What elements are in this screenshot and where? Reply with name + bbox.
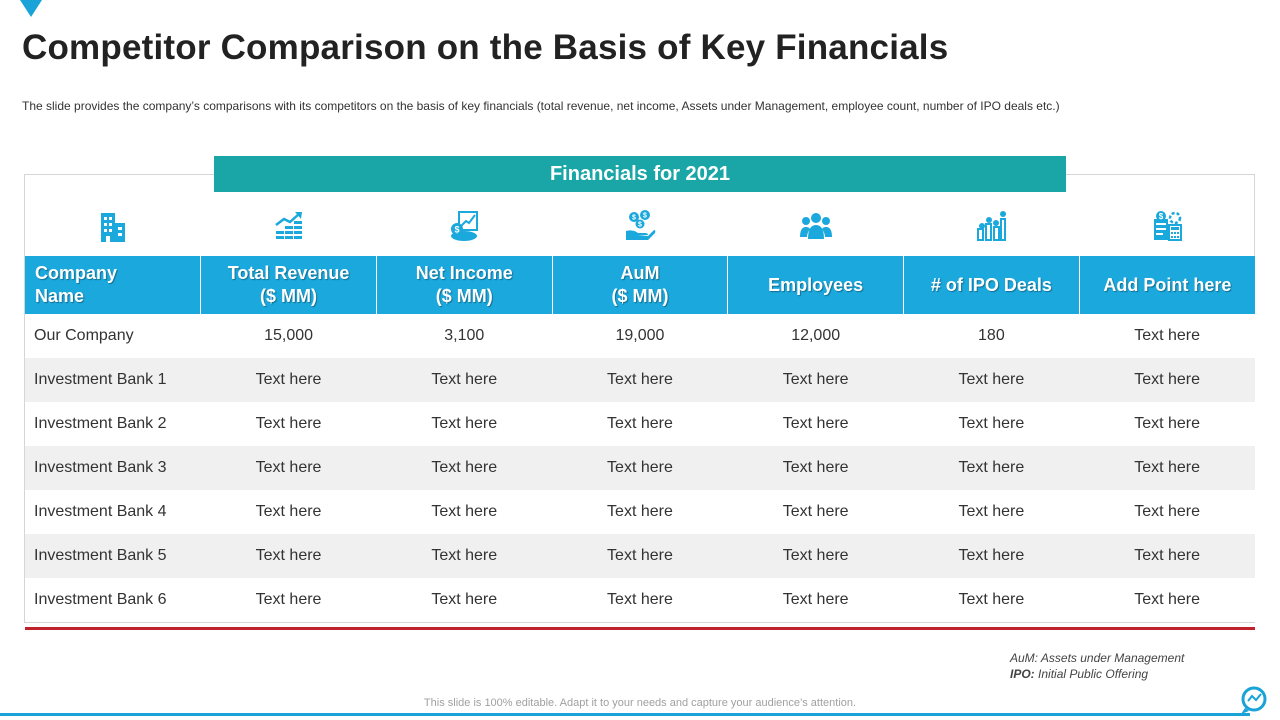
table-cell: Text here (201, 490, 377, 534)
icon-row (25, 196, 1255, 256)
table-cell: Text here (728, 534, 904, 578)
table-cell: 180 (904, 314, 1080, 358)
table-cell: Text here (1079, 490, 1255, 534)
table-cell: Text here (552, 358, 728, 402)
table-cell: Text here (201, 402, 377, 446)
page-subtitle: The slide provides the company’s comparisons with its competitors on the basis of key financials (total revenue, net income, Assets under Management, employee count, number of IPO deals etc.) (22, 99, 1060, 113)
icon-cell (1079, 196, 1255, 256)
icon-cell (376, 196, 552, 256)
company-name-cell: Investment Bank 3 (25, 446, 201, 490)
table-cell: Text here (1079, 358, 1255, 402)
table-row (25, 534, 1255, 578)
brand-logo-icon (1238, 684, 1270, 716)
header-aum: AuM ($ MM) (552, 256, 728, 314)
header-employees: Employees (728, 256, 904, 314)
table-cell: Text here (201, 534, 377, 578)
table-cell: Text here (552, 402, 728, 446)
legend-ipo: IPO: Initial Public Offering (1010, 667, 1149, 681)
table-row (25, 446, 1255, 490)
icon-cell (904, 196, 1080, 256)
table-cell: Text here (201, 578, 377, 622)
table-body (25, 314, 1255, 622)
document-calculator-icon (1150, 209, 1184, 243)
icon-cell (552, 196, 728, 256)
abbreviation-legend (1010, 650, 1184, 682)
table-cell: Text here (552, 534, 728, 578)
table-row (25, 358, 1255, 402)
footer-note: This slide is 100% editable. Adapt it to your needs and capture your audience’s attention. (423, 697, 857, 709)
table-cell: Text here (904, 534, 1080, 578)
table-cell: Text here (904, 446, 1080, 490)
table-row (25, 314, 1255, 358)
table-cell: Text here (1079, 446, 1255, 490)
people-group-icon (799, 209, 833, 243)
corner-triangle-decoration (20, 0, 42, 17)
table-cell: Text here (728, 490, 904, 534)
table-cell: Text here (376, 534, 552, 578)
table-cell: Text here (376, 578, 552, 622)
table-cell: Text here (728, 402, 904, 446)
page-title: Competitor Comparison on the Basis of Key Financials (22, 28, 949, 67)
table-cell: Text here (201, 446, 377, 490)
office-building-icon (96, 209, 130, 243)
financials-table (25, 256, 1255, 622)
company-name-cell: Investment Bank 4 (25, 490, 201, 534)
header-company-name: Company Name (25, 256, 201, 314)
header-total-revenue: Total Revenue ($ MM) (201, 256, 377, 314)
table-cell: Text here (728, 578, 904, 622)
table-cell: Text here (552, 490, 728, 534)
coins-hand-icon (623, 209, 657, 243)
table-cell: Text here (904, 578, 1080, 622)
svg-text:$: $ (632, 214, 636, 222)
table-cell: Text here (728, 358, 904, 402)
svg-text:$: $ (454, 224, 460, 235)
table-header-row (25, 256, 1255, 314)
financials-banner: Financials for 2021 (214, 156, 1066, 192)
table-cell: Text here (376, 358, 552, 402)
table-cell: 19,000 (552, 314, 728, 358)
money-chart-icon (447, 209, 481, 243)
header-net-income: Net Income ($ MM) (376, 256, 552, 314)
company-name-cell: Our Company (25, 314, 201, 358)
chart-tools-icon (974, 209, 1008, 243)
table-cell: Text here (904, 358, 1080, 402)
table-cell: 15,000 (201, 314, 377, 358)
table-cell: Text here (201, 358, 377, 402)
table-cell: Text here (376, 402, 552, 446)
table-cell: Text here (728, 446, 904, 490)
table-cell: Text here (552, 446, 728, 490)
accent-divider (25, 627, 1255, 630)
header-add-point: Add Point here (1079, 256, 1255, 314)
table-cell: Text here (1079, 578, 1255, 622)
company-name-cell: Investment Bank 5 (25, 534, 201, 578)
icon-cell (728, 196, 904, 256)
table-cell: Text here (552, 578, 728, 622)
growth-stack-icon (272, 209, 306, 243)
company-name-cell: Investment Bank 1 (25, 358, 201, 402)
table-cell: Text here (376, 446, 552, 490)
table-row (25, 578, 1255, 622)
icon-cell (201, 196, 377, 256)
table-cell: 3,100 (376, 314, 552, 358)
footer-line (0, 713, 1250, 716)
table-cell: Text here (1079, 402, 1255, 446)
svg-text:$: $ (1158, 212, 1164, 221)
legend-aum: AuM: Assets under Management (1010, 651, 1185, 665)
table-cell: Text here (1079, 314, 1255, 358)
company-name-cell: Investment Bank 6 (25, 578, 201, 622)
table-cell: Text here (904, 402, 1080, 446)
company-name-cell: Investment Bank 2 (25, 402, 201, 446)
icon-cell (25, 196, 201, 256)
header-ipo-deals: # of IPO Deals (904, 256, 1080, 314)
svg-text:$: $ (638, 221, 642, 229)
table-cell: Text here (1079, 534, 1255, 578)
table-cell: 12,000 (728, 314, 904, 358)
table-row (25, 490, 1255, 534)
table-cell: Text here (904, 490, 1080, 534)
svg-text:$: $ (643, 212, 647, 220)
table-row (25, 402, 1255, 446)
table-cell: Text here (376, 490, 552, 534)
